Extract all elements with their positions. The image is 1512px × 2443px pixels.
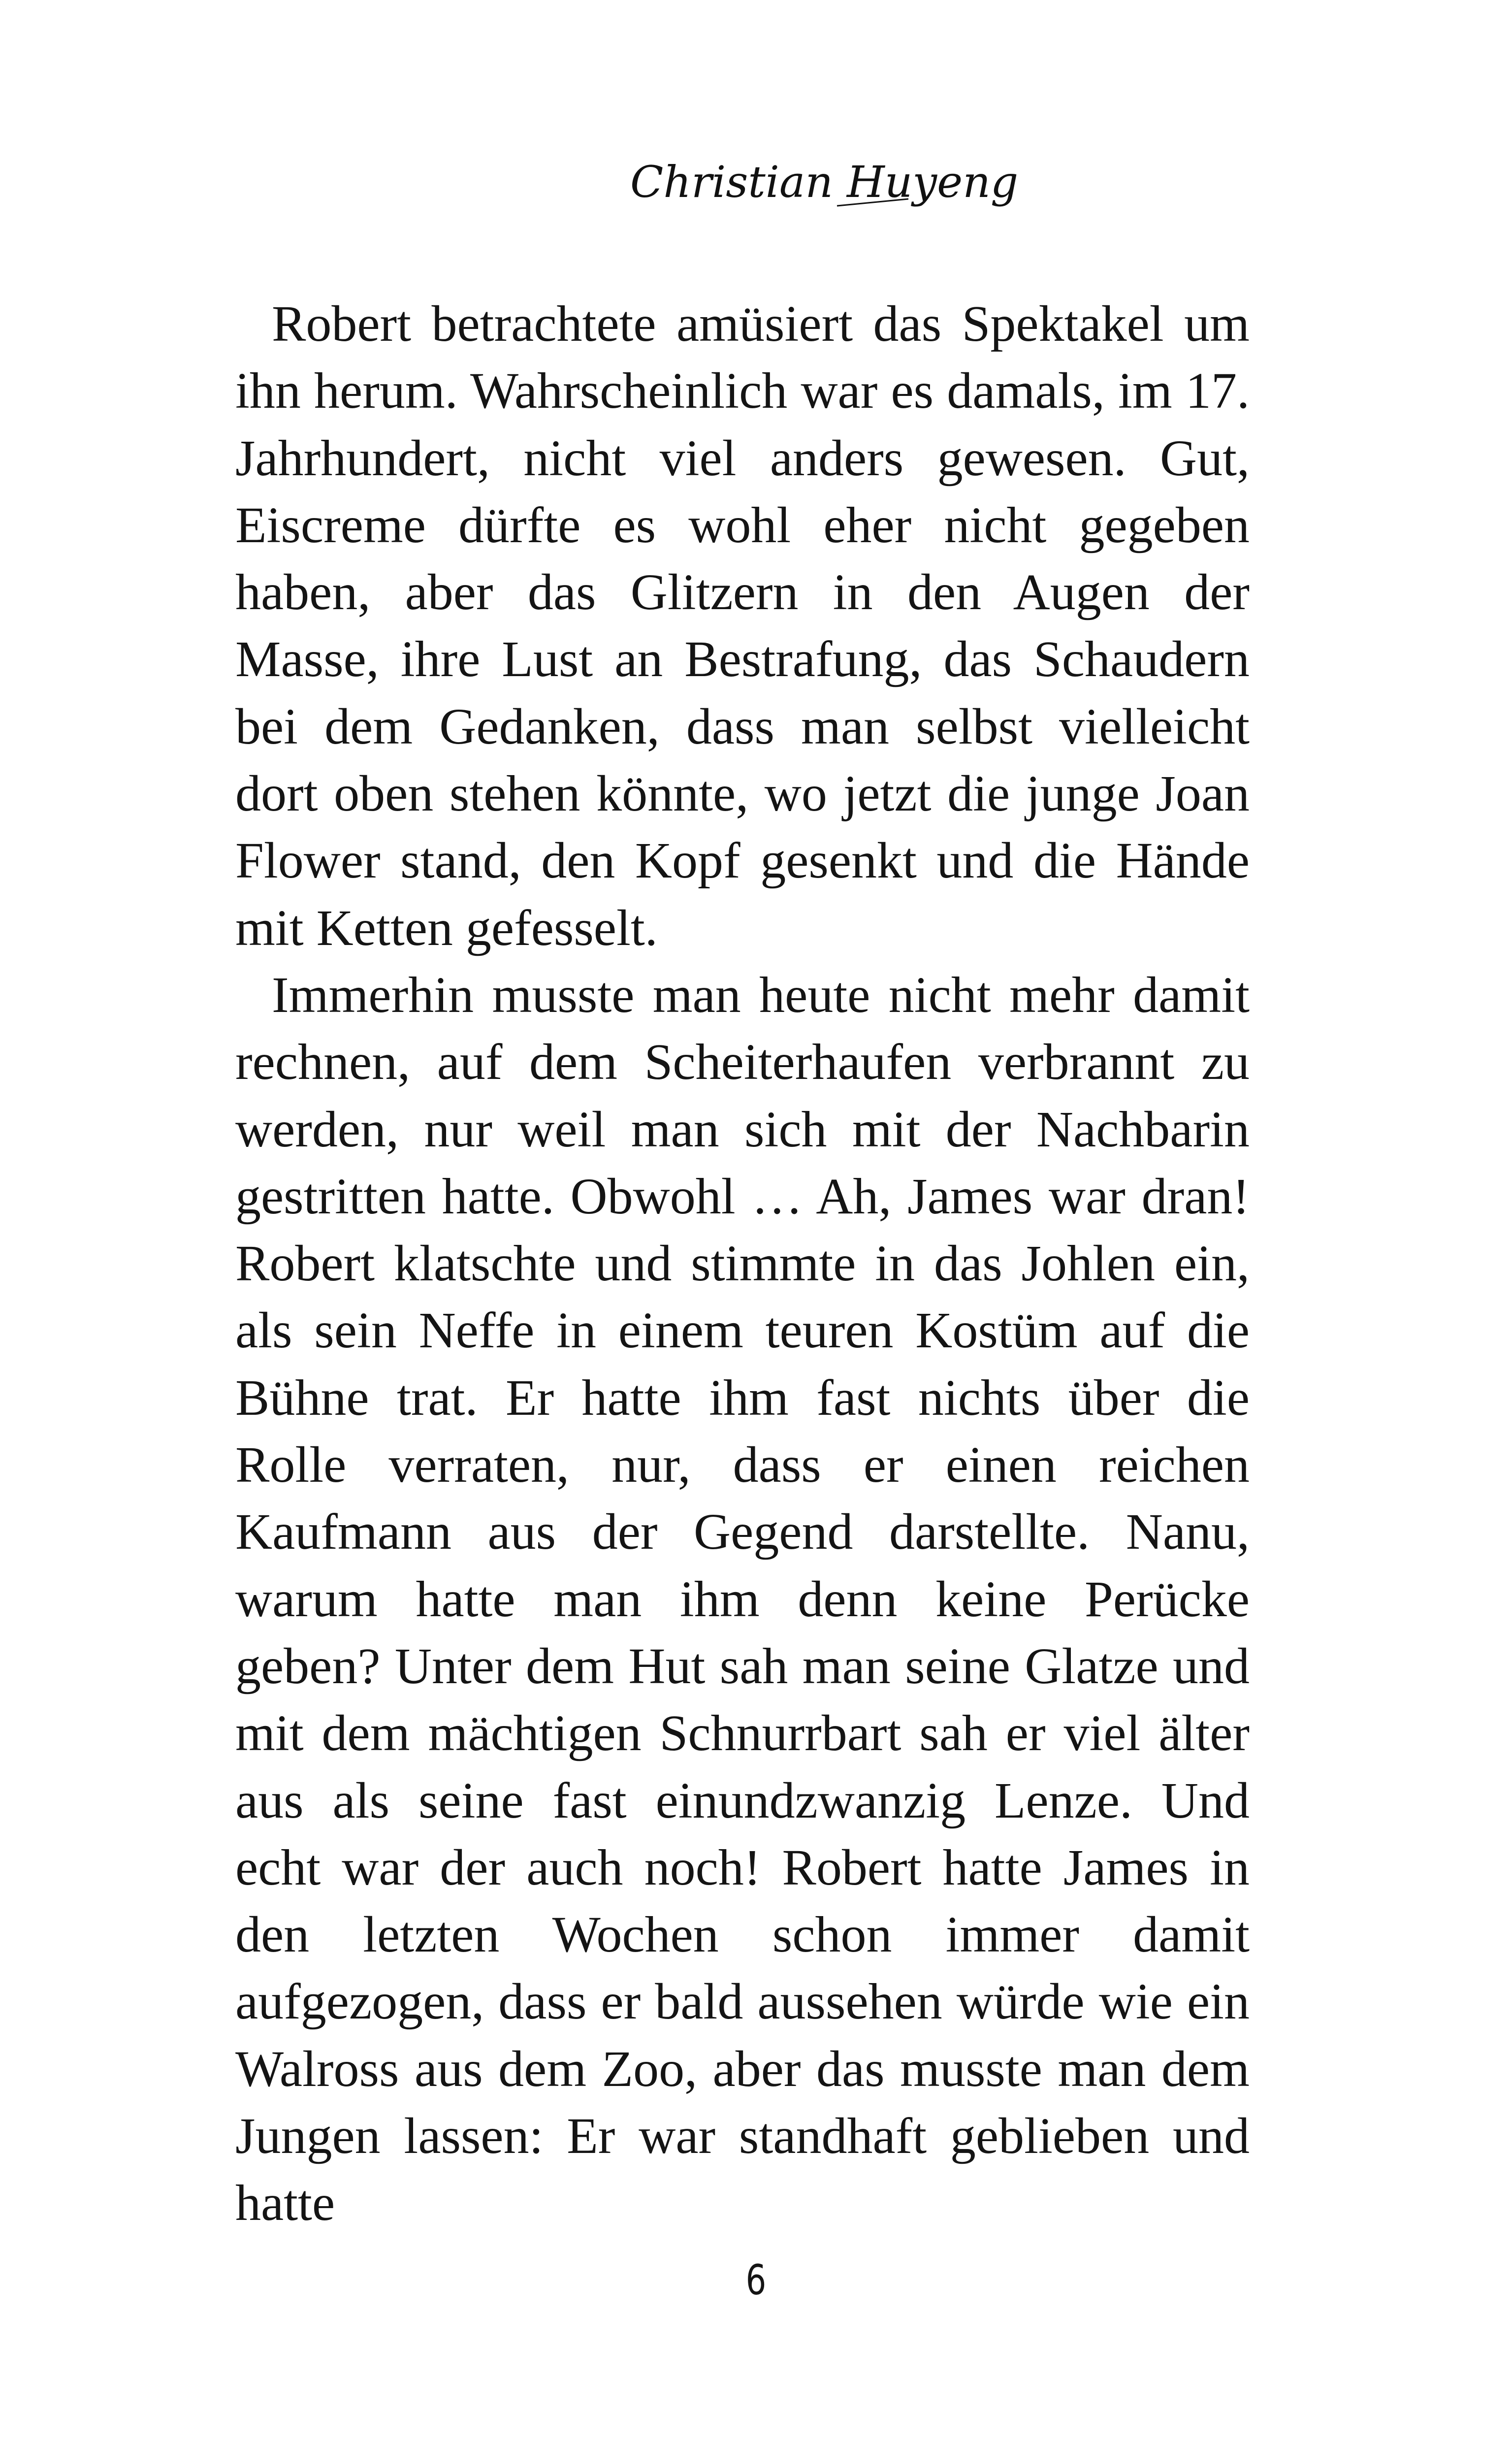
- signature-text: Christian Huyeng: [630, 157, 1019, 207]
- page-number: 6: [745, 2256, 767, 2304]
- paragraph-2: Immerhin musste man heute nicht mehr damit rechnen, auf dem Scheiterhaufen verbrannt zu werden, nur weil man sich mit der Nachbarin gestritten hatte. Obwohl … Ah, James war dran! Robert klatschte und stimmte in das Johlen ein, als sein Neffe in einem teuren Kostüm auf die Bühne trat. Er hatte ihm fast nichts über die Rolle verraten, nur, dass er einen reichen Kaufmann aus der Gegend darstellte. Nanu, warum hatte man ihm denn keine Perücke geben? Unter dem Hut sah man seine Glatze und mit dem mächtigen Schnurrbart sah er viel älter aus als seine fast einundzwanzig Lenze. Und echt war der auch noch! Robert hatte James in den letzten Wochen schon immer damit aufgezogen, dass er bald aussehen würde wie ein Walross aus dem Zoo, aber das musste man dem Jungen lassen: Er war standhaft geblieben und hatte: [235, 966, 1250, 2232]
- body-text: [235, 291, 1250, 2237]
- paragraph-1: Robert betrachtete amüsiert das Spektakel um ihn herum. Wahrscheinlich war es damals, im 17. Jahrhundert, nicht viel anders gewesen. Gut, Eiscreme dürfte es wohl eher nicht gegeben haben, aber das Glitzern in den Augen der Masse, ihre Lust an Bestrafung, das Schaudern bei dem Gedanken, dass man selbst vielleicht dort oben stehen könnte, wo jetzt die junge Joan Flower stand, den Kopf gesenkt und die Hände mit Ketten gefesselt.: [235, 295, 1250, 956]
- author-signature: [625, 157, 1019, 217]
- signature-graphic: [625, 157, 1019, 217]
